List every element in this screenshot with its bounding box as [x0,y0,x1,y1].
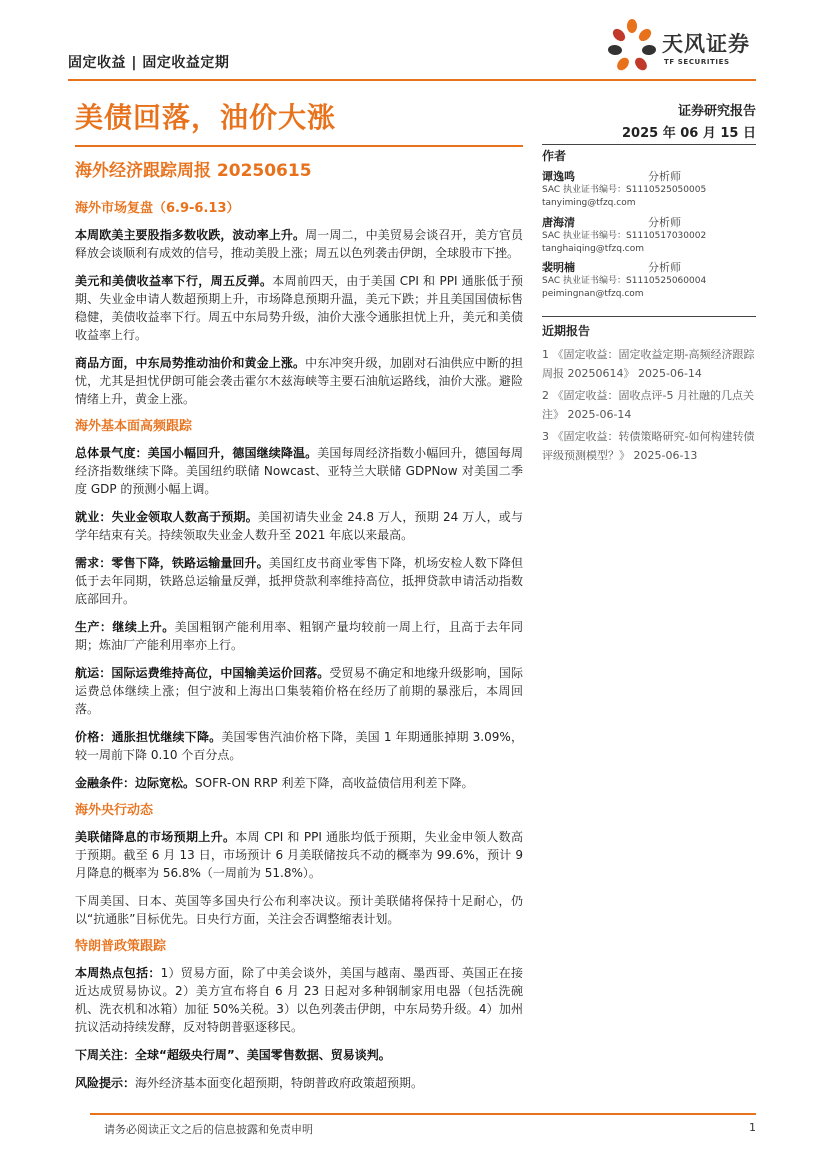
paragraph-lead: 价格：通胀担忧继续下降。 [75,730,222,744]
paragraph-text: 本周前四天，由于美国 CPI 和 PPI 通胀低于预期、失业金申请人数超预期上升，市场降息预期升温，美元下跌；并且美国国债标售稳健，美债收益率下行。周五中东局势升级，油价大涨令通胀担忧上升，美元和美债收益率上行。 [75,274,523,342]
paragraph-text: 1）贸易方面，除了中美会谈外，美国与越南、墨西哥、英国正在接近达成贸易协议。2）美方宣布将自 6 月 23 日起对多种钢制家用电器（包括洗碗机、洗衣机和冰箱）加征 50%关税。3）以色列袭击伊朗，中东局势升级。4）加州抗议活动持续发酵，反对特朗普驱逐移民。 [75,966,523,1034]
section-central-banks [75,802,523,928]
paragraph-lead: 本周热点包括： [75,966,161,980]
author-card [542,170,757,210]
author-cert: SAC 执业证书编号：S1110517030002 [542,231,707,241]
paragraph [75,774,523,792]
paragraph [75,1046,523,1064]
header-divider [68,79,756,81]
section-trump-policy [75,938,523,1092]
section-heading: 海外市场复盘（6.9-6.13） [75,201,240,216]
author-role: 分析师 [648,170,681,183]
section-market-review [75,200,523,408]
author-role: 分析师 [648,261,681,274]
paragraph-lead: 商品方面，中东局势推动油价和黄金上涨。 [75,356,306,370]
report-subtitle: 海外经济跟踪周报 20250615 [75,161,312,181]
paragraph-text: 中东冲突升级，加剧对石油供应中断的担忧，尤其是担忧伊朗可能会袭击霍尔木兹海峡等主要石油航运路线，油价大涨。避险情绪上升，黄金上涨。 [75,356,523,406]
author-cert: SAC 执业证书编号：S1110525060004 [542,276,707,286]
report-category: 固定收益 | 固定收益定期 [68,55,230,71]
paragraph-lead: 美联储降息的市场预期上升。 [75,830,236,844]
paragraph-lead: 风险提示： [75,1076,136,1090]
paragraph [75,892,523,928]
recent-reports-list [542,345,757,468]
author-card [542,216,757,256]
paragraph [75,554,523,608]
paragraph-lead: 生产：继续上升。 [75,620,175,634]
author-name-row [542,261,757,275]
author-email[interactable]: peimingnan@tfzq.com [542,289,644,299]
author-name-row [542,170,757,184]
title-divider [75,145,523,147]
recent-report-item[interactable]: 3 《固定收益：转债策略研究-如何构建转债评级预测模型？》 2025-06-13 [542,430,755,462]
paragraph [75,664,523,718]
paragraph-text: 下周美国、日本、英国等多国央行公布利率决议。预计美联储将保持十足耐心，仍以“抗通胀”目标优先。日央行方面，关注会否调整缩表计划。 [75,894,523,926]
side-divider-mid [542,316,756,317]
paragraph-text: 受贸易不确定和地缘升级影响，国际运费总体继续上涨；但宁波和上海出口集装箱价格在经历了前期的暴涨后，本周回落。 [75,666,523,716]
paragraph-text: 海外经济基本面变化超预期，特朗普政府政策超预期。 [135,1076,424,1090]
recent-report-item[interactable]: 2 《固定收益：固收点评-5 月社融的几点关注》 2025-06-14 [542,389,754,421]
paragraph-text: SOFR-ON RRP 利差下降，高收益债信用利差下降。 [195,776,474,790]
page-number: 1 [749,1121,756,1134]
author-email[interactable]: tanyiming@tfzq.com [542,198,636,208]
section-fundamentals [75,418,523,792]
paragraph-lead: 金融条件：边际宽松。 [75,776,196,790]
footer-divider [90,1113,756,1115]
paragraph-text: 本周 CPI 和 PPI 通胀均低于预期，失业金申领人数高于预期。截至 6 月 13 日，市场预计 6 月美联储按兵不动的概率为 99.6%，预计 9 月降息的概率为 56.8%（一周前为 51.8%）。 [75,830,523,880]
section-heading: 特朗普政策跟踪 [75,939,167,954]
main-content [75,200,523,1102]
report-type: 证券研究报告 [677,104,756,119]
paragraph-text: 美国初请失业金 24.8 万人，预期 24 万人，或与学年结束有关。持续领取失业金人数升至 2021 年底以来最高。 [75,510,523,542]
author-cert: SAC 执业证书编号：S1110525050005 [542,185,707,195]
paragraph-text: 美国红皮书商业零售下降，机场安检人数下降但低于去年同期，铁路总运输量反弹，抵押贷款利率维持高位，抵押贷款申请活动指数底部回升。 [75,556,523,606]
author-name: 谭逸鸣 [542,170,575,183]
paragraph [75,272,523,344]
logo-mark-icon [606,18,658,74]
paragraph-lead: 需求：零售下降，铁路运输量回升。 [75,556,269,570]
tf-securities-logo [606,18,766,74]
paragraph-text: 周一周二，中美贸易会谈召开，美方官员释放会谈顺利有成效的信号，推动美股上涨；周五以色列袭击伊朗，全球股市下挫。 [75,228,523,260]
author-name: 唐海清 [542,216,575,229]
paragraph [75,444,523,498]
paragraph [75,1074,523,1092]
paragraph-text: 美国每周经济指数小幅回升，德国每周经济指数继续下降。美国纽约联储 Nowcast、亚特兰大联储 GDPNow 对美国二季度 GDP 的预测小幅上调。 [75,446,523,496]
paragraph [75,964,523,1036]
footer-disclaimer: 请务必阅读正文之后的信息披露和免责申明 [104,1123,313,1136]
report-date: 2025 年 06 月 15 日 [622,126,756,141]
paragraph [75,226,523,262]
author-card [542,261,757,301]
authors-heading: 作者 [542,149,567,163]
side-divider-top [542,144,756,145]
section-heading: 海外央行动态 [75,803,154,818]
paragraph [75,728,523,764]
recent-report-item[interactable]: 1 《固定收益：固定收益定期-高频经济跟踪周报 20250614》 2025-06-14 [542,348,755,380]
recent-reports-heading: 近期报告 [542,324,591,338]
section-heading: 海外基本面高频跟踪 [75,419,193,434]
author-role: 分析师 [648,216,681,229]
paragraph [75,354,523,408]
paragraph-lead: 总体景气度：美国小幅回升，德国继续降温。 [75,446,318,460]
paragraph-lead: 下周关注：全球“超级央行周”、美国零售数据、贸易谈判。 [75,1048,391,1062]
paragraph-lead: 航运：国际运费维持高位，中国输美运价回落。 [75,666,330,680]
paragraph-lead: 本周欧美主要股指多数收跌，波动率上升。 [75,228,306,242]
author-name-row [542,216,757,230]
paragraph-text: 美国零售汽油价格下降，美国 1 年期通胀掉期 3.09%，较一周前下降 0.10 个百分点。 [75,730,523,762]
report-title: 美债回落，油价大涨 [75,101,337,134]
author-name: 裴明楠 [542,261,575,274]
paragraph-text: 美国粗钢产能利用率、粗钢产量均较前一周上行，且高于去年同期；炼油厂产能利用率亦上行。 [75,620,523,652]
paragraph [75,828,523,882]
paragraph-lead: 就业：失业金领取人数高于预期。 [75,510,258,524]
paragraph [75,508,523,544]
paragraph-lead: 美元和美债收益率下行，周五反弹。 [75,274,273,288]
author-email[interactable]: tanghaiqing@tfzq.com [542,244,645,254]
logo-text-en: TF SECURITIES [664,58,730,66]
paragraph [75,618,523,654]
logo-text-cn: 天风证券 [662,32,750,56]
